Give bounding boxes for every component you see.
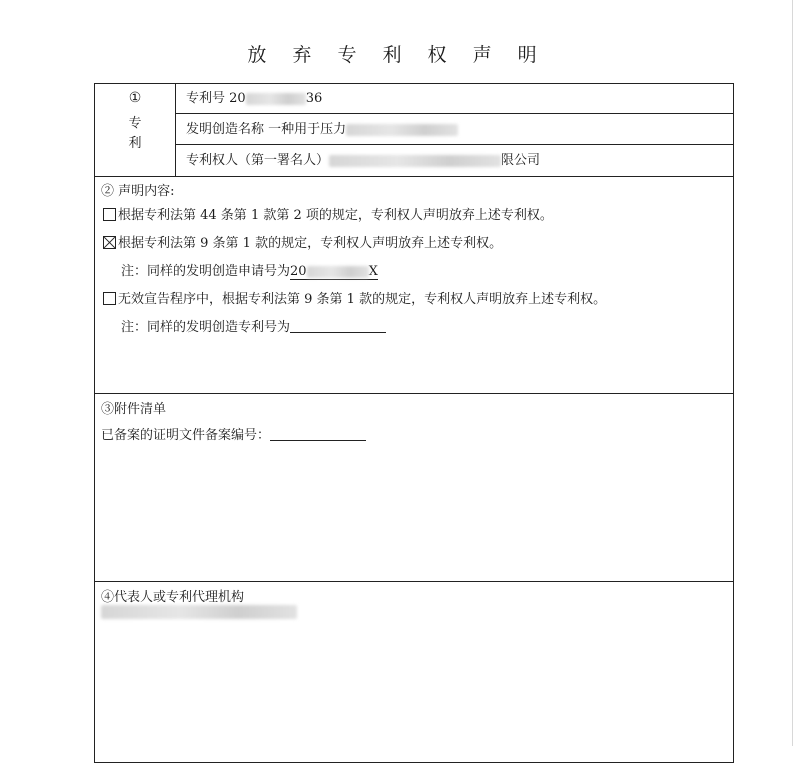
patent-info-section <box>95 84 733 177</box>
option-row <box>103 232 502 251</box>
owner-label: 专利权人（第一署名人） <box>186 153 330 168</box>
note-row <box>121 260 378 279</box>
option-text: 无效宣告程序中，根据专利法第 9 条第 1 款的规定，专利权人声明放弃上述专利权。 <box>118 292 607 307</box>
page-edge <box>792 0 793 746</box>
section-heading: ③附件清单 <box>101 402 167 417</box>
redacted-block <box>307 266 369 278</box>
note-label: 注：同样的发明创造申请号为 <box>121 264 291 279</box>
page-title: 放 弃 专 利 权 声 明 <box>247 44 547 66</box>
application-number-field[interactable] <box>290 264 378 280</box>
redacted-block <box>246 93 306 105</box>
note-row <box>121 316 386 335</box>
option-text: 根据专利法第 44 条第 1 款第 2 项的规定，专利权人声明放弃上述专利权。 <box>118 208 553 223</box>
checkbox-option3[interactable] <box>103 292 116 305</box>
patent-number-suffix: 36 <box>305 91 323 106</box>
patent-number-row <box>176 84 733 114</box>
section-number: ① <box>128 90 142 106</box>
record-label: 已备案的证明文件备案编号： <box>101 428 271 443</box>
patent-number-label: 专利号 <box>186 91 226 106</box>
invention-name-label: 发明创造名称 <box>186 122 265 137</box>
declaration-form <box>94 83 734 763</box>
invention-name-value: 一种用于压力 <box>268 122 347 137</box>
label-char-1: 专 <box>128 116 142 131</box>
label-char-2: 利 <box>128 136 142 151</box>
representative-section <box>95 582 733 782</box>
redacted-block <box>101 605 297 619</box>
redacted-block <box>346 124 458 136</box>
patent-number-prefix: 20 <box>229 91 246 106</box>
checkbox-option2[interactable] <box>103 236 116 249</box>
owner-row <box>176 146 733 176</box>
redacted-block <box>329 155 501 167</box>
checkbox-option1[interactable] <box>103 208 116 221</box>
patent-section-label <box>95 84 176 176</box>
note-label: 注：同样的发明创造专利号为 <box>121 320 291 335</box>
option-row <box>103 288 606 307</box>
option-text: 根据专利法第 9 条第 1 款的规定，专利权人声明放弃上述专利权。 <box>118 236 503 251</box>
option-row <box>103 204 553 223</box>
attachments-section <box>95 394 733 582</box>
application-number-prefix: 20 <box>290 264 307 279</box>
section-heading: ④代表人或专利代理机构 <box>101 590 245 605</box>
section-heading: ② 声明内容: <box>101 184 175 199</box>
application-number-suffix: X <box>368 264 378 279</box>
owner-suffix: 限公司 <box>501 153 541 168</box>
record-number-field[interactable] <box>270 426 366 441</box>
record-row <box>101 424 366 443</box>
patent-number-field[interactable] <box>290 318 386 333</box>
representative-name <box>101 604 297 619</box>
declaration-content-section <box>95 176 733 394</box>
invention-name-row <box>176 115 733 145</box>
